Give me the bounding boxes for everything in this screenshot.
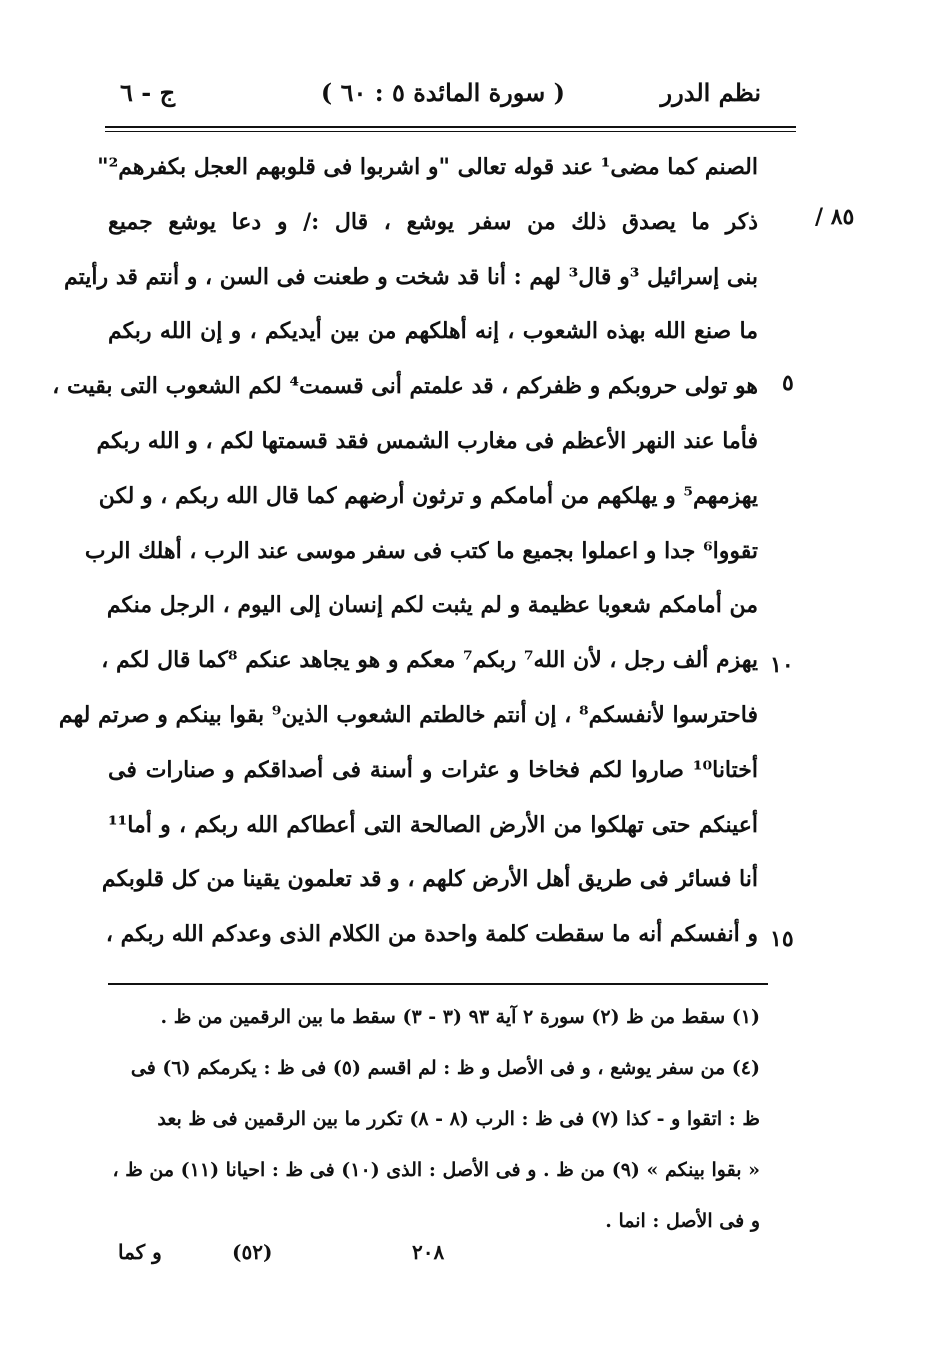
text-line: فاحترسوا لأنفسكم⁸ ، إن أنتم خالطتم الشعوب الذين⁹ بقوا بينكم و صرتم لهم (58, 701, 758, 728)
text-line: هو تولى حروبكم و ظفركم ، قد علمتم أنى قسمت⁴ لكم الشعوب التى بقيت ، (52, 373, 758, 400)
text-line: يهزم ألف رجل ، لأن الله⁷ ربكم⁷ معكم و هو يجاهد عنكم ⁸كما قال لكم ، (101, 647, 758, 674)
text-line: الصنم كما مضى¹ عند قوله تعالى "و اشربوا فى قلوبهم العجل بكفرهم²" (97, 154, 758, 180)
catchword: و كما (118, 1240, 162, 1264)
footnotes (100, 992, 760, 1247)
text-line: من أمامكم شعوبا عظيمة و لم يثبت لكم إنسان إلى اليوم ، الرجل منكم (106, 592, 758, 619)
header-rule-thick (105, 126, 796, 128)
main-text (52, 140, 758, 962)
volume-number: ج - ٦ (120, 78, 176, 107)
manuscript-page-ref: ٨٥ / (815, 204, 855, 230)
line-number-15: ١٥ (770, 926, 794, 952)
line-number-5: ٥ (782, 370, 794, 396)
text-line: ذكر ما يصدق ذلك من سفر يوشع ، قال :/ و دعا يوشع جميع (108, 208, 758, 235)
text-line: بنى إسرائيل ³و قال³ لهم : أنا قد شخت و طعنت فى السن ، و أنتم قد رأيتم (64, 263, 758, 290)
text-line: أنا فسائر فى طريق أهل الأرض كلهم ، و قد تعلمون يقينا من كل قلوبكم (101, 866, 758, 893)
surah-reference: ( سورة المائدة ٥ : ٦٠ ) (320, 78, 565, 107)
footnote-line: (١) سقط من ظ (٢) سورة ٢ آية ٩٣ (٣ - ٣) سقط ما بين الرقمين من ظ . (160, 1006, 760, 1028)
footnote-line: (٤) من سفر يوشع ، و فى الأصل و ظ : لم اقسم (٥) فى ظ : يكرمكم (٦) فى (130, 1057, 760, 1079)
footnote-line: ظ : اتقوا و - كذا (٧) فى ظ : الرب (٨ - ٨) تكرر ما بين الرقمين فى ظ بعد (157, 1108, 760, 1130)
footnote-line: « بقوا بينكم » (٩) من ظ . و فى الأصل : الذى (١٠) فى ظ : احيانا (١١) من ظ ، (112, 1159, 760, 1181)
text-line: أعينكم حتى تهلكوا من الأرض الصالحة التى أعطاكم الله ربكم ، و أما¹¹ (108, 811, 758, 838)
text-line: تقووا⁶ جدا و اعملوا بجميع ما كتب فى سفر موسى عند الرب ، أهلك الرب (84, 537, 758, 564)
text-line: أختانا¹⁰ صاروا لكم فخاخا و عثرات و أسنة فى أصداقكم و صنارات فى (108, 756, 758, 783)
text-line: ما صنع الله بهذه الشعوب ، إنه أهلكهم من بين أيديكم ، و إن الله ربكم (108, 318, 758, 345)
text-line: فأما عند النهر الأعظم فى مغارب الشمس فقد قسمتها لكم ، و الله ربكم (96, 427, 758, 454)
line-number-10: ١٠ (770, 652, 794, 678)
footnote-rule (108, 983, 768, 985)
footnote-line: و فى الأصل : انما . (605, 1210, 760, 1232)
page-number: ٢٠٨ (412, 1240, 445, 1264)
signature-mark: (٥٢) (232, 1240, 273, 1264)
text-line: يهزمهم⁵ و يهلكهم من أمامكم و ترثون أرضهم كما قال الله ربكم ، و لكن (98, 482, 758, 509)
text-line: و أنفسكم أنه ما سقطت كلمة واحدة من الكلام الذى وعدكم الله ربكم ، (105, 921, 758, 948)
book-title: نظم الدرر (660, 78, 761, 107)
header-rule-thin (105, 131, 796, 132)
